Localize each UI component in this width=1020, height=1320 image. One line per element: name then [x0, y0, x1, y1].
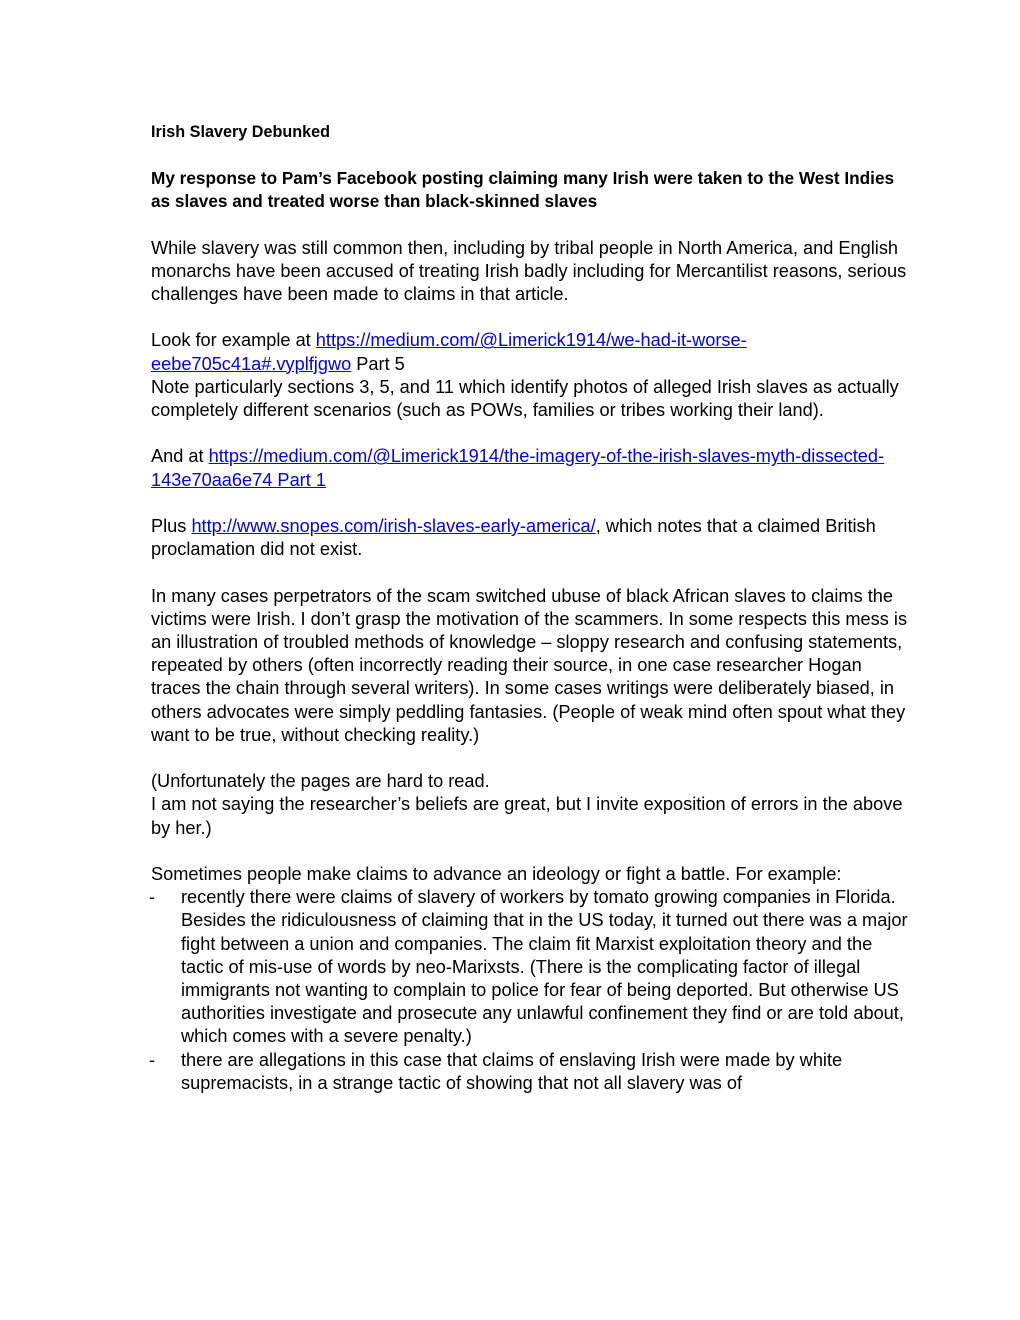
example-list [151, 886, 911, 1095]
dash-bullet: - [149, 1049, 156, 1070]
note-paragraph: Note particularly sections 3, 5, and 11 which identify photos of alleged Irish slaves as actually completely different scenarios (such as POWs, families or tribes working their land). [151, 376, 899, 420]
medium-part5-link[interactable]: https://medium.com/@Limerick1914/we-had-it-worse-eebe705c41a#.vyplfjgwo [151, 330, 747, 374]
list-item [151, 1049, 911, 1095]
plus-suffix: , which notes that a claimed British proclamation did not exist. [151, 515, 876, 560]
document-page [151, 121, 911, 1095]
snopes-link[interactable]: http://www.snopes.com/irish-slaves-early-america/ [191, 515, 596, 536]
look-suffix: Part 5 [351, 353, 405, 374]
list-item [151, 886, 911, 1048]
dash-bullet: - [149, 887, 156, 908]
plus-prefix: Plus [151, 515, 192, 536]
document-subtitle: My response to Pam’s Facebook posting claiming many Irish were taken to the West Indies as slaves and treated worse than black-skinned slaves [151, 168, 895, 212]
list-item-text: there are allegations in this case that claims of enslaving Irish were made by white supremacists, in a strange tactic of showing that not all slavery was of [181, 1049, 843, 1093]
look-prefix: Look for example at [151, 330, 316, 351]
plus-paragraph [151, 515, 911, 561]
list-item-text: recently there were claims of slavery of workers by tomato growing companies in Florida. Besides the ridiculousness of claiming that in the US today, it turned out there was a major fight between a union and companies. The claim fit Marxist exploitation theory and the tactic of mis-use of words by neo-Marixsts. (There is the complicating factor of illegal immigrants not wanting to complain to police for fear of being deported. But otherwise US authorities investigate and prosecute any unlawful confinement they find or are told about, which comes with a severe penalty.) [181, 887, 908, 1047]
document-title: Irish Slavery Debunked [151, 123, 331, 141]
unfortunately-line-1: (Unfortunately the pages are hard to read. [151, 771, 490, 792]
medium-part1-link[interactable]: https://medium.com/@Limerick1914/the-imagery-of-the-irish-slaves-myth-dissected-143e70aa6e74 Part 1 [151, 446, 885, 490]
and-at-prefix: And at [151, 446, 209, 467]
and-at-paragraph [151, 445, 911, 491]
look-paragraph [151, 329, 911, 375]
scam-paragraph: In many cases perpetrators of the scam switched ubuse of black African slaves to claims the victims were Irish. I don’t grasp the motivation of the scammers. In some respects this mess is an illustration of troubled methods of knowledge – sloppy research and confusing statements, repeated by others (often incorrectly reading their source, in one case researcher Hogan traces the chain through several writers). In some cases writings were deliberately biased, in others advocates were simply peddling fantasies. (People of weak mind often spout what they want to be true, without checking reality.) [151, 585, 908, 745]
sometimes-paragraph: Sometimes people make claims to advance an ideology or fight a battle. For example: [151, 863, 842, 884]
intro-paragraph: While slavery was still common then, including by tribal people in North America, and English monarchs have been accused of treating Irish badly including for Mercantilist reasons, serious challenges have been made to claims in that article. [151, 237, 907, 304]
unfortunately-line-2: I am not saying the researcher’s beliefs are great, but I invite exposition of errors in the above by her.) [151, 794, 903, 838]
